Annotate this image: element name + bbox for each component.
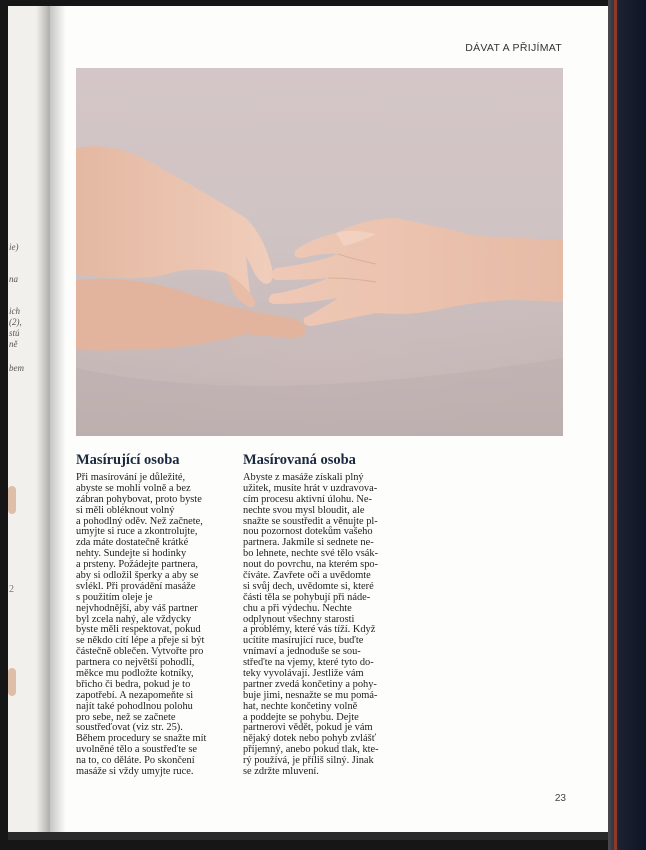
text-line: uvolněné tělo a soustřeďte se [76,744,197,756]
text-line: snažte se soustředit a věnujte pl- [243,515,378,527]
carpet-shadow [76,358,563,436]
text-line: užitek, musíte hrát v uzdravova- [243,482,378,494]
text-line: zda máte dostatečně krátké [76,537,189,549]
previous-page-number: 2 [9,584,14,595]
text-line: bo lehnete, nechte své tělo vsák- [243,548,379,560]
previous-page-fragment: ně [9,339,18,349]
text-line: rý používá, je příliš silný. Jinak [243,755,374,767]
text-line: měkce mu podložte kotníky, [76,668,194,680]
page-bottom-edge [8,832,612,840]
column-1-body [76,473,206,778]
text-line: příjemný, anebo pokud tlak, kte- [243,744,379,756]
previous-page-fragment: ich [9,306,20,316]
text-line: zábran pohybovat, proto byste [76,493,202,505]
text-line: masáže si vždy umyjte ruce. [76,766,194,778]
text-line: nechte svou mysl bloudit, ale [243,504,365,516]
text-line: partnerovi vědět, pokud je vám [243,722,373,734]
column-1-heading: Masírující osoba [76,452,180,468]
text-line: střeďte na vjemy, které tyto do- [243,657,374,669]
text-line: buje jimi, nesnažte se mu pomá- [243,689,378,701]
running-head: DÁVAT A PŘIJÍMAT [465,42,562,54]
text-line: cím procesu aktivní úlohu. Ne- [243,493,372,505]
text-line: abyste se mohli volně a bez [76,482,191,494]
text-line: Při masírování je důležité, [76,472,186,483]
text-line: částečně oblečen. Vytvořte pro [76,646,204,658]
previous-page-fragment: (2), [9,317,22,327]
text-line: a prsteny. Požádejte partnera, [76,559,198,571]
text-line: břicho či bedra, pokud je to [76,678,191,690]
text-line: se zdržte mluvení. [243,766,319,778]
text-line: nejvhodnější, aby váš partner [76,602,198,614]
previous-page-illustration-fragment [8,668,16,696]
previous-page-illustration-fragment [8,486,16,514]
text-line: pro sebe, než se začnete [76,711,176,723]
text-line: a poddejte se pohybu. Dejte [243,711,359,723]
text-line: a problémy, které vás tíží. Když [243,624,376,636]
previous-page-fragment: ie) [9,242,19,252]
text-line: vnímaví a jednoduše se sou- [243,646,361,658]
text-line: Během procedury se snažte mít [76,733,207,745]
text-line: nějaký dotek nebo pohyb zvlášť [243,733,377,745]
text-line: nehty. Sundejte si hodinky [76,548,187,560]
text-line: zapotřebí. A nezapomeňte si [76,689,194,701]
text-line: svlékl. Při provádění masáže [76,580,196,592]
previous-page-fragment: na [9,274,18,284]
text-line: najít také pohodlnou polohu [76,700,193,712]
column-2-heading: Masírovaná osoba [243,452,356,468]
text-line: hat, nechte končetiny volně [243,700,358,712]
text-line: aby si odložil šperky a aby se [76,570,199,582]
text-line: číváte. Zavřete oči a uvědomte [243,570,371,582]
book-page [50,6,608,832]
book-spine [608,0,646,850]
previous-page-fragment: stú [9,328,20,338]
text-line: s použitím oleje je [76,591,153,603]
text-line: ucítíte masírující ruce, buďte [243,635,364,647]
text-line: části těla se pohybují při náde- [243,591,371,603]
text-line: partnera. Jakmile si sednete ne- [243,537,374,549]
text-line: umyjte si ruce a zkontrolujte, [76,526,198,538]
text-line: teky vyvolávají. Jestliže vám [243,668,364,680]
upper-left-hand [76,146,273,299]
text-line: byl zcela nahý, ale vždycky [76,613,192,625]
text-line: Abyste z masáže získali plný [243,472,364,483]
text-line: a pohodlný oděv. Než začnete, [76,515,203,527]
text-line: se někdo cítí lépe a přeje si být [76,635,205,647]
previous-page-edge [8,6,50,836]
text-line: soustřeďovat (viz str. 25). [76,722,183,734]
text-line: si svůj dech, uvědomte si, které [243,580,374,592]
page-number: 23 [554,793,566,804]
text-line: si měli obléknout volný [76,504,175,516]
hands-photo [76,68,563,436]
text-line: chu a při výdechu. Nechte [243,602,352,614]
text-line: na to, co děláte. Po skončení [76,755,195,767]
lower-left-hand [76,279,306,351]
text-line: byste měli respektovat, pokud [76,624,201,636]
text-line: partner zvedá končetiny a pohy- [243,678,377,690]
text-line: partnera co největší pohodlí, [76,657,195,669]
text-line: odplynout všechny starosti [243,613,355,625]
text-line: nou pozornost dotekům vašeho [243,526,373,538]
right-open-hand [268,218,563,326]
text-line: nout do povrchu, na kterém spo- [243,559,379,571]
previous-page-fragment: bem [9,363,24,373]
column-2-body [243,473,379,778]
